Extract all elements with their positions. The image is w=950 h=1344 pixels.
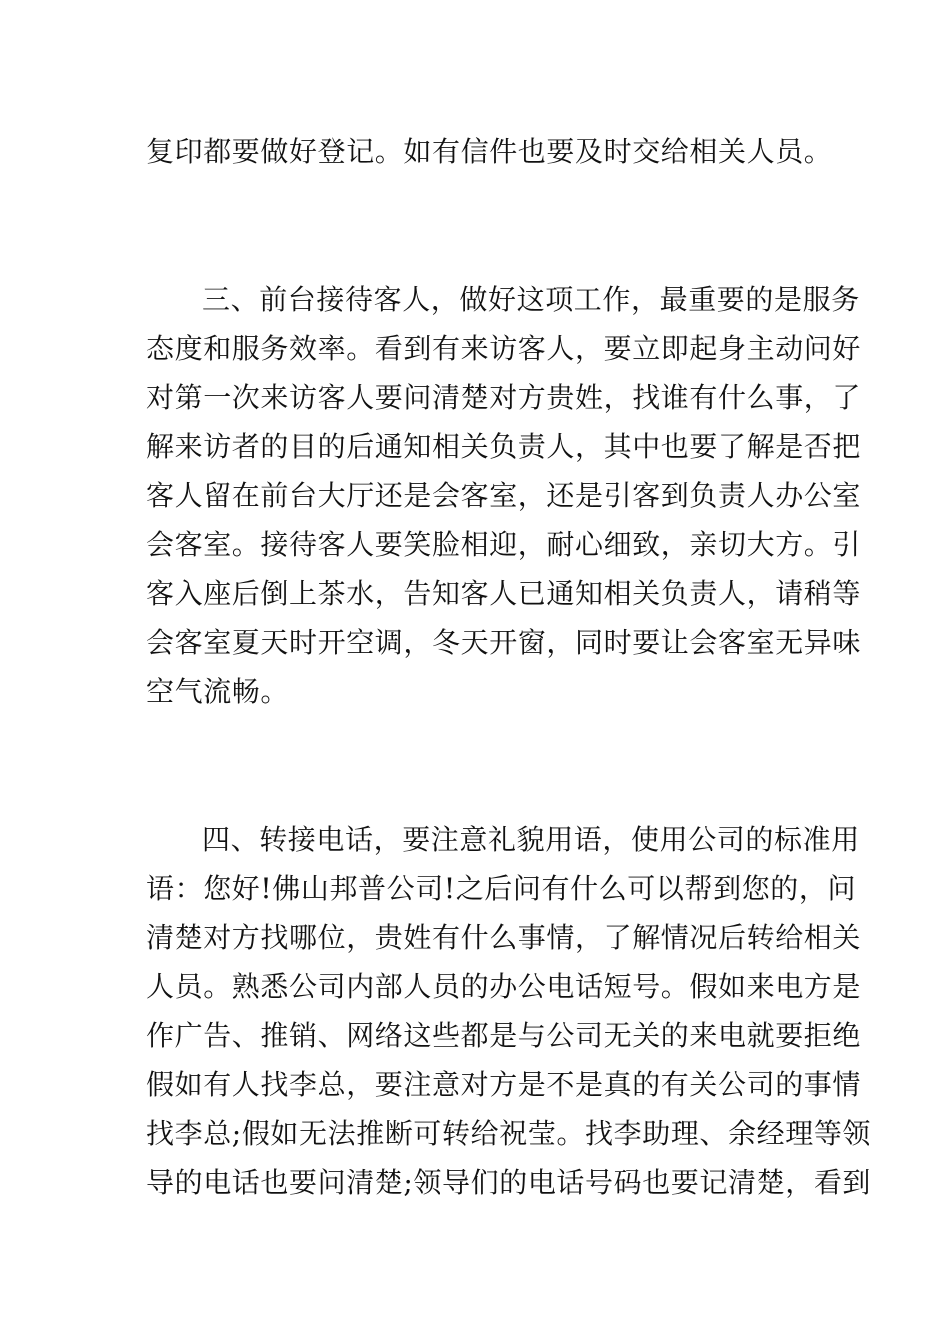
paragraph-2-line-6: 会客室。接待客人要笑脸相迎，耐心细致，亲切大方。引 — [146, 528, 862, 561]
paragraph-3-line-4: 人员。熟悉公司内部人员的办公电话短号。假如来电方是 — [146, 970, 862, 1003]
paragraph-2-line-1: 三、前台接待客人，做好这项工作，最重要的是服务 — [202, 283, 860, 316]
paragraph-3-line-6: 假如有人找李总，要注意对方是不是真的有关公司的事情 — [146, 1068, 862, 1101]
paragraph-3-line-5: 作广告、推销、网络这些都是与公司无关的来电就要拒绝 — [146, 1019, 862, 1052]
paragraph-3-line-7: 找李总;假如无法推断可转给祝莹。找李助理、余经理等领 — [146, 1117, 872, 1150]
paragraph-3-line-1: 四、转接电话，要注意礼貌用语，使用公司的标准用 — [202, 823, 860, 856]
paragraph-2-line-9: 空气流畅。 — [146, 675, 290, 708]
paragraph-2-line-7: 客入座后倒上茶水，告知客人已通知相关负责人，请稍等 — [146, 577, 862, 610]
paragraph-2-line-5: 客人留在前台大厅还是会客室，还是引客到负责人办公室 — [146, 479, 862, 512]
paragraph-3-line-2: 语：您好!佛山邦普公司!之后问有什么可以帮到您的，问 — [146, 872, 857, 905]
paragraph-1-line-1: 复印都要做好登记。如有信件也要及时交给相关人员。 — [146, 135, 833, 168]
paragraph-2-line-8: 会客室夏天时开空调，冬天开窗，同时要让会客室无异味 — [146, 626, 862, 659]
paragraph-3-line-8: 导的电话也要问清楚;领导们的电话号码也要记清楚，看到 — [146, 1166, 872, 1199]
paragraph-3-line-3: 清楚对方找哪位，贵姓有什么事情，了解情况后转给相关 — [146, 921, 862, 954]
paragraph-2-line-2: 态度和服务效率。看到有来访客人，要立即起身主动问好 — [146, 332, 862, 365]
paragraph-2-line-3: 对第一次来访客人要问清楚对方贵姓，找谁有什么事，了 — [146, 381, 862, 414]
paragraph-2-line-4: 解来访者的目的后通知相关负责人，其中也要了解是否把 — [146, 430, 862, 463]
